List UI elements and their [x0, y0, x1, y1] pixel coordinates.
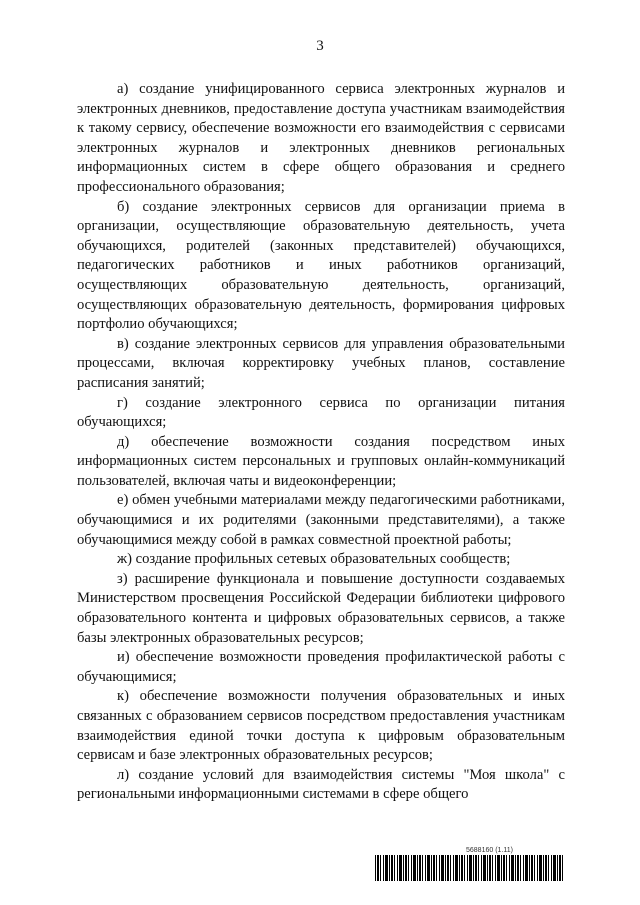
paragraph-b: б) создание электронных сервисов для организации приема в организации, осуществляющие образовательную деятельность, учета обучающихся, родителей (законных представителей) обучающихся, педагогических работников и иных работников организаций, осуществляющих образовательную деятельность, организаций, осуществляющих образовательную деятельность, формирования цифровых портфолио обучающихся;	[77, 198, 565, 333]
paragraph-zh: ж) создание профильных сетевых образовательных сообществ;	[117, 551, 511, 568]
paragraph-g: г) создание электронного сервиса по организации питания обучающихся;	[77, 394, 565, 431]
paragraph-e: е) обмен учебными материалами между педагогическими работниками, обучающимися и их родителями (законными представителями), а также обучающимися между собой в рамках совместной проектной работы;	[77, 492, 565, 548]
paragraph-z: з) расширение функционала и повышение доступности создаваемых Министерством просвещения Российской Федерации библиотеки цифрового образовательного контента и цифровых образовательных сервисов, а также базы электронных образовательных ресурсов;	[77, 570, 565, 646]
paragraph-k: к) обеспечение возможности получения образовательных и иных связанных с образованием сервисов посредством предоставления участникам взаимодействия единой точки доступа к цифровым образовательным сервисам и базе электронных образовательных ресурсов;	[77, 688, 565, 764]
document-body	[77, 80, 565, 805]
paragraph-d: д) обеспечение возможности создания посредством иных информационных систем персональных и групповых онлайн-коммуникаций пользователей, включая чаты и видеоконференции;	[77, 433, 565, 489]
barcode	[375, 855, 565, 881]
paragraph-a: а) создание унифицированного сервиса электронных журналов и электронных дневников, предоставление доступа участникам взаимодействия к такому сервису, обеспечение возможности его взаимодействия с сервисами электронных журналов и электронных дневников региональных информационных систем в сфере общего образования и среднего профессионального образования;	[77, 81, 565, 195]
paragraph-v: в) создание электронных сервисов для управления образовательными процессами, включая корректировку учебных планов, составление расписания занятий;	[77, 335, 565, 391]
paragraph-i: и) обеспечение возможности проведения профилактической работы с обучающимися;	[77, 649, 565, 685]
page-number: 3	[316, 38, 324, 54]
document-code: 5688160 (1.11)	[466, 847, 513, 854]
paragraph-l: л) создание условий для взаимодействия системы "Моя школа" с региональными информационными системами в сфере общего	[77, 766, 565, 803]
